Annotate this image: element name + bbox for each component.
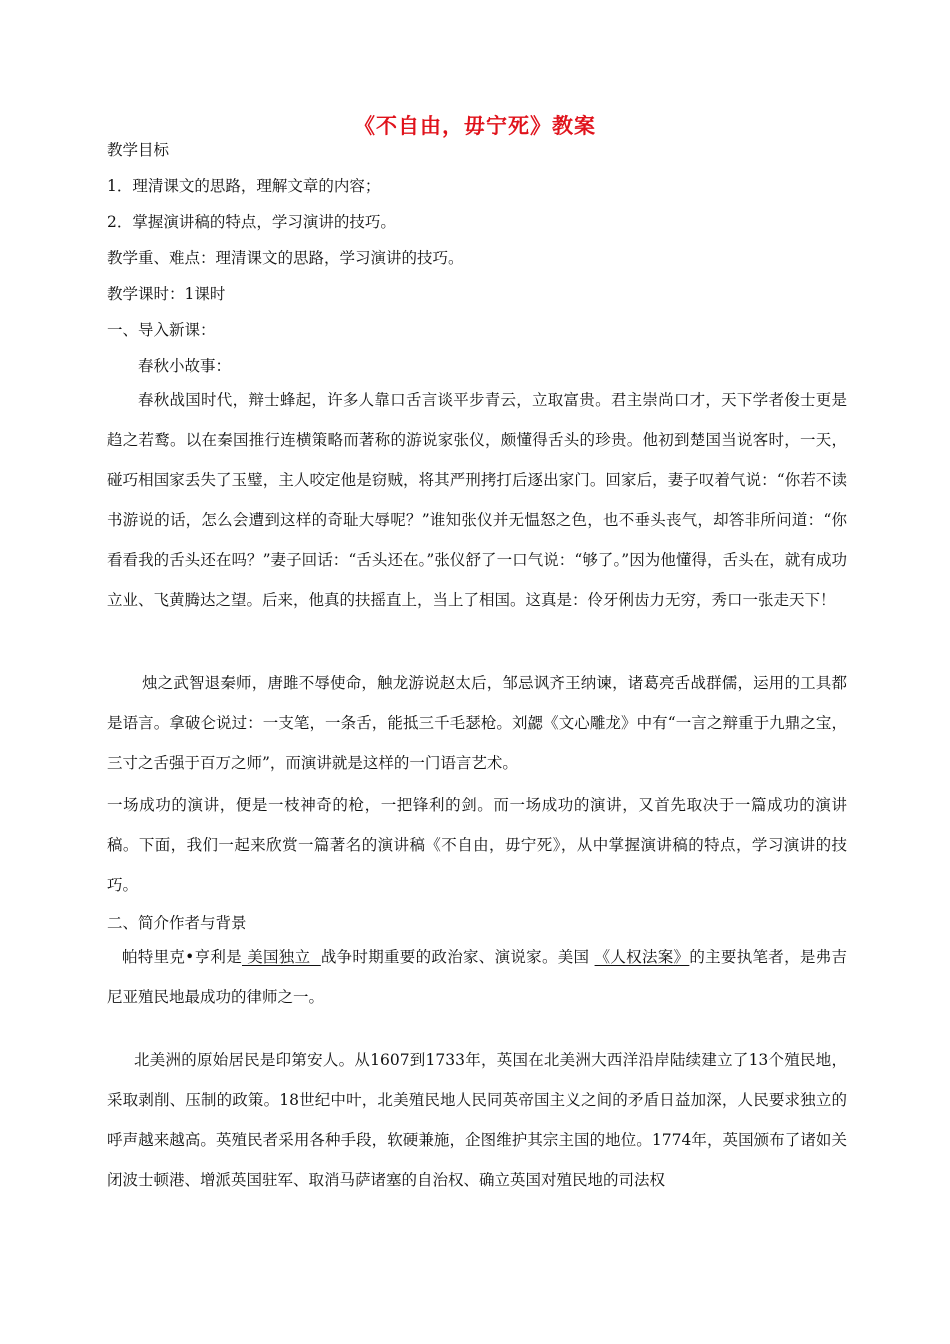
- author-paragraph: [107, 937, 847, 1017]
- key-points: 教学重、难点：理清课文的思路，学习演讲的技巧。: [107, 249, 464, 267]
- class-hours: 教学课时：1课时: [107, 285, 226, 303]
- objective-2: 2．掌握演讲稿的特点，学习演讲的技巧。: [107, 213, 396, 231]
- author-prefix: 帕特里克•亨利是: [122, 948, 242, 966]
- section-1-heading: 一、导入新课：: [107, 321, 216, 339]
- document-title: 《不自由，毋宁死》教案: [354, 114, 596, 138]
- background-paragraph: 北美洲的原始居民是印第安人。从1607到1733年，英国在北美洲大西洋沿岸陆续建立了13个殖民地，采取剥削、压制的政策。18世纪中叶，北美殖民地人民同英帝国主义之间的矛盾日益加深，人民要求独立的呼声越来越高。英殖民者采用各种手段，软硬兼施，企图维护其宗主国的地位。1774年，英国颁布了诸如关闭波士顿港、增派英国驻军、取消马萨诸塞的自治权、确立英国对殖民地的司法权: [107, 1051, 847, 1189]
- author-blank-2: 《人权法案》: [594, 948, 690, 966]
- speech-paragraph: 一场成功的演讲，便是一枝神奇的枪，一把锋利的剑。而一场成功的演讲，又首先取决于一篇成功的演讲稿。下面，我们一起来欣赏一篇著名的演讲稿《不自由，毋宁死》，从中掌握演讲稿的特点，学习演讲的技巧。: [107, 796, 847, 894]
- story-title: 春秋小故事：: [138, 357, 232, 375]
- author-suffix: 的主要执笔者，是弗吉尼亚殖民地最成功的律师之一。: [107, 948, 847, 1006]
- examples-paragraph: 烛之武智退秦师，唐雎不辱使命，触龙游说赵太后，邹忌讽齐王纳谏，诸葛亮舌战群儒，运用的工具都是语言。拿破仑说过：一支笔，一条舌，能抵三千毛瑟枪。刘勰《文心雕龙》中有“一言之辩重于九鼎之宝，三寸之舌强于百万之师”，而演讲就是这样的一门语言艺术。: [107, 674, 847, 772]
- objectives-heading: 教学目标: [107, 141, 170, 159]
- section-2-heading: 二、简介作者与背景: [107, 914, 247, 932]
- author-blank-1: 美国独立: [242, 948, 321, 966]
- author-middle: 战争时期重要的政治家、演说家。美国: [320, 948, 595, 966]
- objective-1: 1．理清课文的思路，理解文章的内容；: [107, 177, 381, 195]
- story-paragraph: 春秋战国时代，辩士蜂起，许多人靠口舌言谈平步青云，立取富贵。君主崇尚口才，天下学者俊士更是趋之若鹜。以在秦国推行连横策略而著称的游说家张仪，颇懂得舌头的珍贵。他初到楚国当说客时，一天，碰巧相国家丢失了玉璧，主人咬定他是窃贼，将其严刑拷打后逐出家门。回家后，妻子叹着气说：“你若不读书游说的话，怎么会遭到这样的奇耻大辱呢？”谁知张仪并无愠怒之色，也不垂头丧气，却答非所问道：“你看看我的舌头还在吗？”妻子回话：“舌头还在。”张仪舒了一口气说：“够了。”因为他懂得，舌头在，就有成功立业、飞黄腾达之望。后来，他真的扶摇直上，当上了相国。这真是：伶牙俐齿力无穷，秀口一张走天下！: [107, 391, 847, 609]
